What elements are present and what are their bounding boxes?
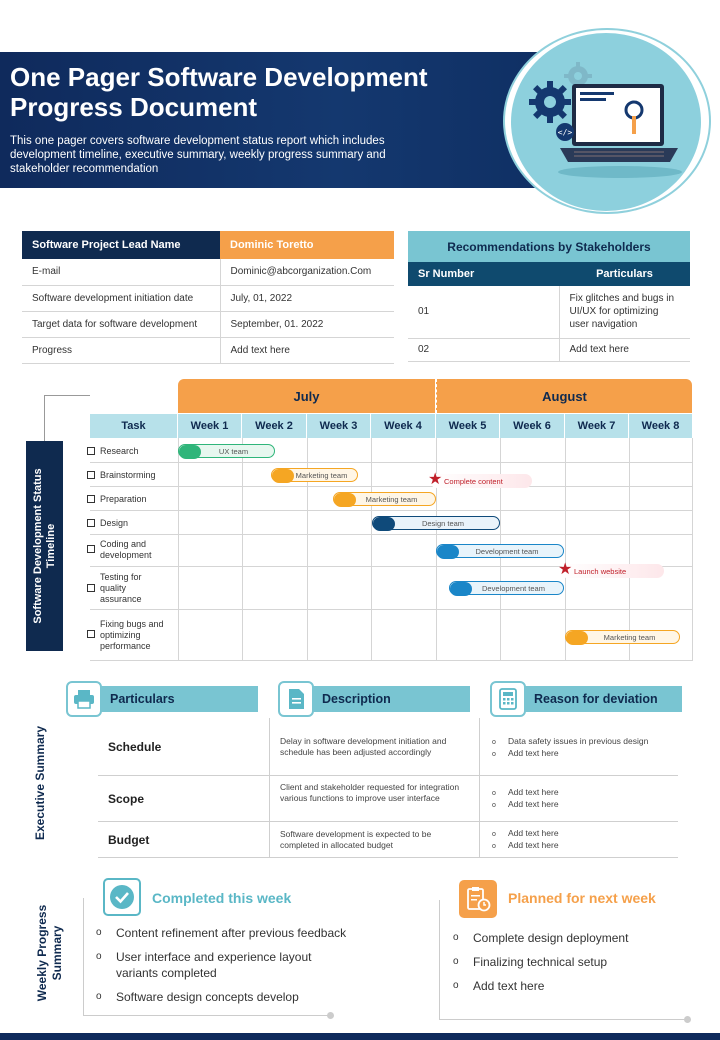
printer-icon bbox=[66, 681, 102, 717]
gantt-bar-label: Development team bbox=[475, 546, 539, 556]
page-title: One Pager Software Development Progress Document bbox=[10, 62, 428, 122]
rec-col-number: Sr Number bbox=[408, 262, 559, 286]
task-checkbox[interactable] bbox=[87, 630, 95, 638]
grid-line bbox=[90, 486, 693, 487]
task-checkbox[interactable] bbox=[87, 447, 95, 455]
week-header: Week 3 bbox=[307, 414, 371, 438]
es-row-reasons bbox=[492, 787, 559, 811]
week-header: Week 4 bbox=[371, 414, 436, 438]
es-reason-item: o Data safety issues in previous design bbox=[492, 736, 648, 748]
gantt-bar-label: UX team bbox=[218, 446, 249, 456]
completed-list bbox=[96, 925, 376, 1013]
es-header-label: Particulars bbox=[110, 692, 175, 706]
star-icon: ★ bbox=[428, 471, 443, 488]
svg-text:</>: </> bbox=[557, 128, 573, 137]
month-august: August bbox=[436, 379, 692, 413]
gantt-bar[interactable] bbox=[449, 581, 564, 595]
gantt-bar-knob bbox=[179, 445, 201, 459]
gantt-bar[interactable] bbox=[372, 516, 500, 530]
grid-line bbox=[629, 438, 630, 660]
planned-item: o Complete design deployment bbox=[453, 930, 683, 946]
grid-line bbox=[565, 438, 566, 660]
lead-row-label: Progress bbox=[22, 337, 220, 363]
gantt-bar-knob bbox=[373, 517, 395, 531]
es-row-label: Budget bbox=[108, 833, 150, 847]
es-row-description: Delay in software development initiation and schedule has been adjusted accordingly bbox=[280, 736, 447, 757]
rec-number: 02 bbox=[408, 338, 559, 361]
task-label: Research bbox=[100, 446, 139, 456]
completed-item: o Content refinement after previous feedback bbox=[96, 925, 376, 941]
gantt-bar-label: Development team bbox=[482, 583, 545, 593]
gantt-bar-knob bbox=[437, 545, 459, 559]
lead-header-value: Dominic Toretto bbox=[220, 231, 394, 259]
task-checkbox[interactable] bbox=[87, 495, 95, 503]
month-july: July bbox=[178, 379, 435, 413]
lead-row-value: July, 01, 2022 bbox=[220, 285, 394, 311]
task-column-header: Task bbox=[90, 414, 178, 438]
recommendations-title: Recommendations by Stakeholders bbox=[408, 231, 690, 262]
planned-title: Planned for next week bbox=[508, 890, 656, 906]
gantt-bar-knob bbox=[450, 582, 472, 596]
es-row-label: Schedule bbox=[108, 740, 162, 754]
week-header: Week 6 bbox=[500, 414, 565, 438]
es-reason-item: o Add text here bbox=[492, 828, 559, 840]
grid-line bbox=[90, 609, 693, 610]
planned-item: o Finalizing technical setup bbox=[453, 954, 683, 970]
grid-line bbox=[371, 438, 372, 660]
page-subtitle: This one pager covers software development status report which includes development timeline, executive summary, weekly progress summary and stakeholder recommendation bbox=[10, 135, 386, 175]
exec-summary-side-label: Executive Summary bbox=[33, 725, 47, 841]
completed-item: o User interface and experience layout variants completed bbox=[96, 949, 336, 981]
lead-row-label: Target data for software development bbox=[22, 311, 220, 337]
es-reason-item: o Add text here bbox=[492, 787, 559, 799]
es-divider bbox=[479, 718, 480, 858]
star-icon: ★ bbox=[558, 561, 573, 578]
gear-icon bbox=[529, 81, 571, 123]
grid-line bbox=[242, 438, 243, 660]
task-label: Coding and development bbox=[100, 539, 152, 560]
recommendations-table bbox=[408, 231, 690, 362]
task-label: Preparation bbox=[100, 494, 147, 504]
es-divider bbox=[269, 718, 270, 858]
rec-text: Fix glitches and bugs in UI/UX for optimizing user navigation bbox=[559, 286, 690, 338]
task-label: Brainstorming bbox=[100, 470, 156, 480]
weekly-side-label: Weekly Progress Summary bbox=[35, 904, 64, 1002]
task-checkbox[interactable] bbox=[87, 519, 95, 527]
es-row-description: Client and stakeholder requested for integration various functions to improve user interface bbox=[280, 782, 460, 803]
grid-line bbox=[90, 534, 693, 535]
document-icon bbox=[278, 681, 314, 717]
gantt-bar[interactable] bbox=[436, 544, 564, 558]
gantt-bar-knob bbox=[334, 493, 356, 507]
milestone-label: Complete content bbox=[444, 476, 503, 486]
grid-line bbox=[90, 660, 693, 661]
gantt-bar[interactable] bbox=[333, 492, 436, 506]
calculator-icon bbox=[490, 681, 526, 717]
es-row-reasons bbox=[492, 828, 559, 852]
gantt-bar-knob bbox=[272, 469, 294, 483]
week-header: Week 7 bbox=[565, 414, 629, 438]
rec-number: 01 bbox=[408, 286, 559, 338]
checkmark-icon bbox=[103, 878, 141, 916]
gantt-bar-label: Marketing team bbox=[365, 494, 418, 504]
timeline-side-text: Software Development Status Timeline bbox=[31, 468, 57, 624]
grid-line bbox=[90, 462, 693, 463]
es-row-label: Scope bbox=[108, 792, 145, 806]
gantt-bar[interactable] bbox=[178, 444, 275, 458]
timeline-side-label bbox=[26, 441, 63, 651]
footer-bar bbox=[0, 1033, 720, 1040]
es-row-description: Software development is expected to be completed in allocated budget bbox=[280, 829, 432, 850]
task-label: Design bbox=[100, 518, 129, 528]
task-label: Fixing bugs and optimizing performance bbox=[100, 619, 164, 651]
es-divider bbox=[98, 775, 678, 776]
completed-dot bbox=[327, 1012, 334, 1019]
lead-row-value: September, 01. 2022 bbox=[220, 311, 394, 337]
laptop-gear-illustration bbox=[520, 56, 690, 186]
es-header-label: Description bbox=[322, 692, 391, 706]
week-header: Week 5 bbox=[436, 414, 500, 438]
rec-col-particulars: Particulars bbox=[559, 262, 690, 286]
week-header: Week 1 bbox=[178, 414, 242, 438]
lead-row-value: Add text here bbox=[220, 337, 394, 363]
lead-header-label: Software Project Lead Name bbox=[22, 231, 220, 259]
planned-list bbox=[453, 930, 683, 1002]
lead-row-value: Dominic@abcorganization.Com bbox=[220, 259, 394, 285]
grid-line bbox=[90, 510, 693, 511]
planned-item: o Add text here bbox=[453, 978, 683, 994]
gantt-bar-label: Marketing team bbox=[295, 470, 348, 480]
grid-line bbox=[178, 438, 179, 660]
milestone[interactable] bbox=[558, 561, 664, 578]
week-header: Week 2 bbox=[242, 414, 307, 438]
completed-item: o Software design concepts develop bbox=[96, 989, 376, 1005]
task-checkbox[interactable] bbox=[87, 545, 95, 553]
gantt-bar[interactable] bbox=[565, 630, 680, 644]
gantt-bar-label: Design team bbox=[421, 518, 465, 528]
grid-line bbox=[692, 438, 693, 660]
task-label: Testing for quality assurance bbox=[100, 572, 142, 604]
es-reason-item: o Add text here bbox=[492, 840, 559, 852]
task-checkbox[interactable] bbox=[87, 584, 95, 592]
lead-row-label: E-mail bbox=[22, 259, 220, 285]
planned-dot bbox=[684, 1016, 691, 1023]
gantt-bar-knob bbox=[566, 631, 588, 645]
es-reason-item: o Add text here bbox=[492, 799, 559, 811]
rec-text: Add text here bbox=[559, 338, 690, 361]
milestone[interactable] bbox=[428, 471, 532, 488]
es-header-label: Reason for deviation bbox=[534, 692, 658, 706]
milestone-label: Launch website bbox=[574, 566, 627, 576]
es-divider bbox=[98, 857, 678, 858]
es-divider bbox=[98, 821, 678, 822]
lead-row-label: Software development initiation date bbox=[22, 285, 220, 311]
project-lead-table bbox=[22, 231, 394, 364]
es-row-reasons bbox=[492, 736, 648, 760]
clipboard-clock-icon bbox=[459, 880, 497, 918]
completed-title: Completed this week bbox=[152, 890, 292, 906]
timeline-bracket bbox=[44, 395, 90, 441]
gantt-bar[interactable] bbox=[271, 468, 358, 482]
week-header: Week 8 bbox=[629, 414, 692, 438]
es-reason-item: o Add text here bbox=[492, 748, 648, 760]
gantt-bar-label: Marketing team bbox=[603, 632, 656, 642]
task-checkbox[interactable] bbox=[87, 471, 95, 479]
